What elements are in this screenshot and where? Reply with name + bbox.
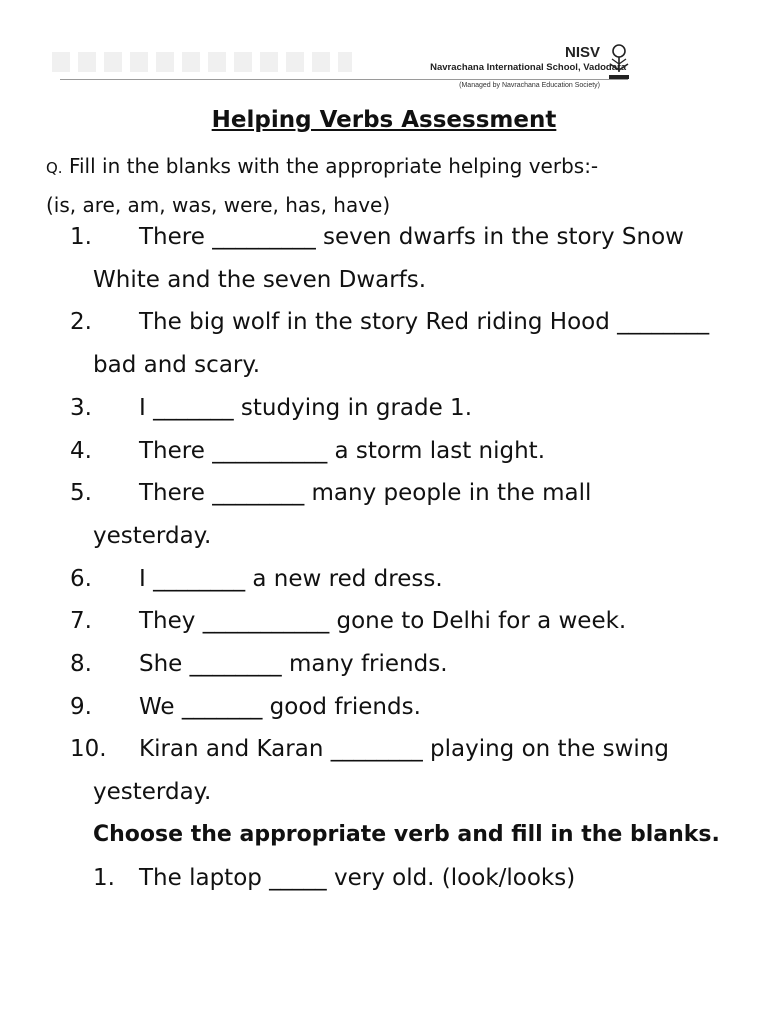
header-divider xyxy=(60,79,628,80)
list-item xyxy=(0,387,768,430)
managed-by-text: (Managed by Navrachana Education Society) xyxy=(459,82,600,89)
item-number: 2. xyxy=(70,309,92,336)
item-number: 8. xyxy=(70,651,92,678)
question-list xyxy=(0,216,768,899)
list-item xyxy=(0,857,768,900)
item-number: 1. xyxy=(93,864,115,891)
question-block xyxy=(46,148,598,224)
list-item xyxy=(0,216,768,301)
question-prefix: Q. xyxy=(46,159,63,177)
item-text: The big wolf in the story Red riding Hood ________ bad and scary. xyxy=(93,309,710,379)
list-item xyxy=(0,728,768,813)
school-header xyxy=(0,0,768,100)
section-heading: Choose the appropriate verb and fill in the blanks. xyxy=(93,821,720,847)
school-name: Navrachana International School, Vadodara xyxy=(430,62,626,73)
item-number: 6. xyxy=(70,565,92,592)
item-number: 10. xyxy=(70,736,107,763)
list-item xyxy=(0,301,768,386)
item-number: 1. xyxy=(70,224,92,250)
item-text: I ________ a new red dress. xyxy=(139,565,443,592)
list-item xyxy=(0,472,768,557)
item-text: I _______ studying in grade 1. xyxy=(139,394,473,421)
faded-header-text xyxy=(52,52,352,72)
item-number: 7. xyxy=(70,608,92,635)
school-logo-icon xyxy=(606,42,632,82)
list-item xyxy=(0,643,768,686)
item-text: The laptop _____ very old. (look/looks) xyxy=(139,864,576,891)
item-text: There __________ a storm last night. xyxy=(139,437,546,464)
list-item xyxy=(0,558,768,601)
item-text: Kiran and Karan ________ playing on the swing yesterday. xyxy=(93,736,669,806)
verb-options: (is, are, am, was, were, has, have) xyxy=(46,193,391,217)
item-text: We _______ good friends. xyxy=(139,693,421,720)
item-number: 5. xyxy=(70,480,92,507)
item-number: 9. xyxy=(70,693,92,720)
school-brand: NISV xyxy=(564,44,600,61)
list-item xyxy=(0,686,768,729)
instruction-text: Fill in the blanks with the appropriate helping verbs:- xyxy=(68,154,599,178)
item-text: There _________ seven dwarfs in the story Snow White and the seven Dwarfs. xyxy=(93,224,684,293)
item-number: 3. xyxy=(70,394,92,421)
list-item xyxy=(0,430,768,473)
page-title: Helping Verbs Assessment xyxy=(211,107,557,133)
item-text: They ___________ gone to Delhi for a week. xyxy=(139,608,627,635)
item-text: There ________ many people in the mall yesterday. xyxy=(93,480,592,549)
item-number: 4. xyxy=(70,437,92,464)
question-instruction xyxy=(46,148,598,187)
list-item xyxy=(0,600,768,643)
item-text: She ________ many friends. xyxy=(139,651,448,678)
